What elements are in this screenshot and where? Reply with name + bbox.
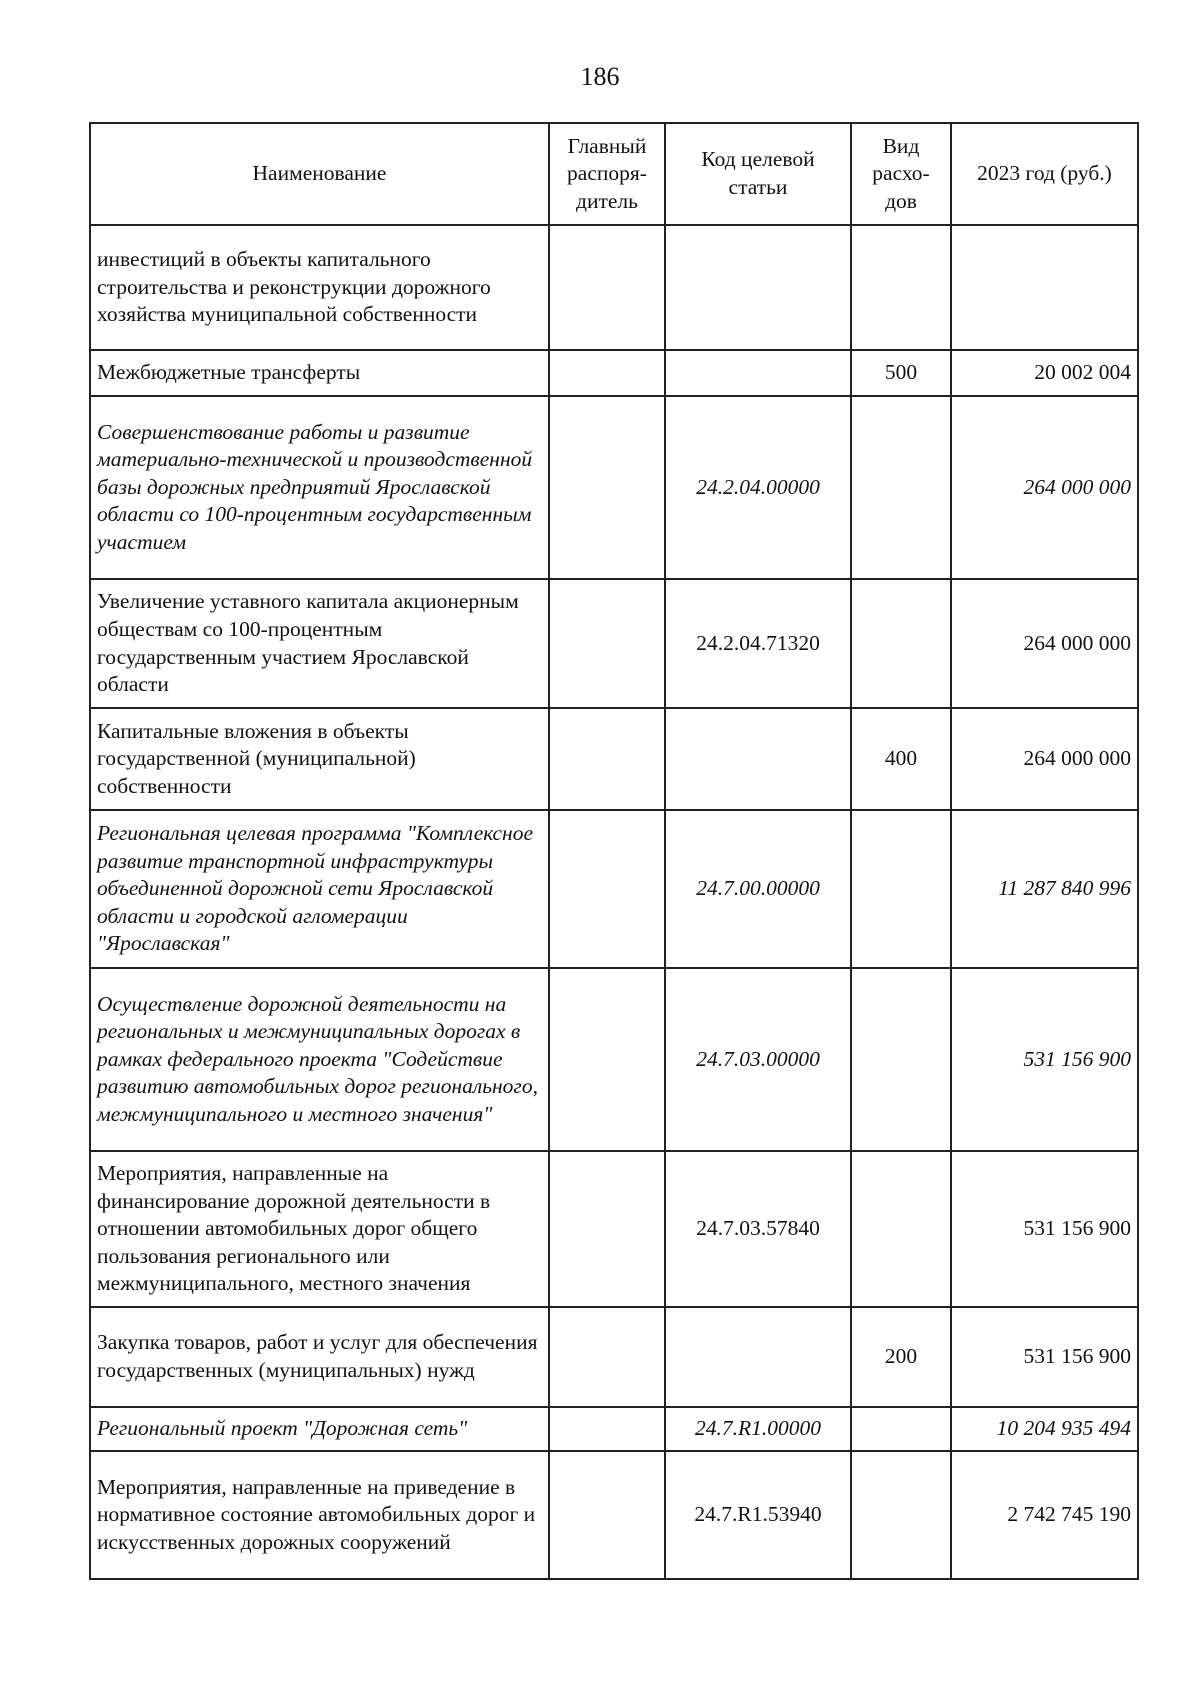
cell-name: Межбюджетные трансферты	[90, 350, 549, 396]
table-row	[90, 396, 1138, 579]
cell-vid	[851, 1451, 951, 1579]
cell-code: 24.7.00.00000	[665, 810, 851, 968]
cell-vid	[851, 579, 951, 708]
header-grbs: Главный распоря-дитель	[549, 123, 665, 225]
cell-grbs	[549, 1307, 665, 1407]
cell-name: Региональная целевая программа "Комплексное развитие транспортной инфраструктуры объединенной дорожной сети Ярославской области и городской агломерации "Ярославская"	[90, 810, 549, 968]
cell-vid: 200	[851, 1307, 951, 1407]
cell-grbs	[549, 579, 665, 708]
cell-code: 24.7.03.00000	[665, 968, 851, 1151]
cell-name: инвестиций в объекты капитального строительства и реконструкции дорожного хозяйства муниципальной собственности	[90, 225, 549, 350]
cell-name: Мероприятия, направленные на приведение в нормативное состояние автомобильных дорог и искусственных дорожных сооружений	[90, 1451, 549, 1579]
cell-sum: 531 156 900	[951, 1151, 1138, 1307]
cell-vid	[851, 1151, 951, 1307]
cell-grbs	[549, 1451, 665, 1579]
header-sum: 2023 год (руб.)	[951, 123, 1138, 225]
header-name: Наименование	[90, 123, 549, 225]
cell-code: 24.2.04.71320	[665, 579, 851, 708]
table-row	[90, 708, 1138, 810]
table-row	[90, 968, 1138, 1151]
table-row	[90, 1407, 1138, 1451]
cell-sum: 264 000 000	[951, 708, 1138, 810]
table-row	[90, 1151, 1138, 1307]
cell-sum: 531 156 900	[951, 968, 1138, 1151]
cell-grbs	[549, 396, 665, 579]
header-vid: Вид расхо-дов	[851, 123, 951, 225]
cell-sum: 2 742 745 190	[951, 1451, 1138, 1579]
cell-code: 24.7.03.57840	[665, 1151, 851, 1307]
cell-grbs	[549, 810, 665, 968]
cell-vid	[851, 1407, 951, 1451]
cell-grbs	[549, 350, 665, 396]
cell-vid: 400	[851, 708, 951, 810]
cell-name: Осуществление дорожной деятельности на региональных и межмуниципальных дорогах в рамках федерального проекта "Содействие развитию автомобильных дорог регионального, межмуниципального и местного значения"	[90, 968, 549, 1151]
cell-code: 24.7.R1.00000	[665, 1407, 851, 1451]
cell-name: Закупка товаров, работ и услуг для обеспечения государственных (муниципальных) нужд	[90, 1307, 549, 1407]
cell-name: Мероприятия, направленные на финансирование дорожной деятельности в отношении автомобильных дорог общего пользования регионального или межмуниципального, местного значения	[90, 1151, 549, 1307]
cell-code: 24.7.R1.53940	[665, 1451, 851, 1579]
table-header-row	[90, 123, 1138, 225]
cell-code	[665, 225, 851, 350]
cell-sum: 10 204 935 494	[951, 1407, 1138, 1451]
cell-name: Увеличение уставного капитала акционерным обществам со 100-процентным государственным участием Ярославской области	[90, 579, 549, 708]
budget-table	[89, 122, 1139, 1580]
table-row	[90, 810, 1138, 968]
cell-code	[665, 350, 851, 396]
cell-grbs	[549, 1151, 665, 1307]
cell-grbs	[549, 968, 665, 1151]
page-number: 186	[580, 62, 620, 91]
cell-vid	[851, 968, 951, 1151]
cell-sum: 264 000 000	[951, 579, 1138, 708]
table-row	[90, 225, 1138, 350]
cell-vid	[851, 810, 951, 968]
cell-sum: 531 156 900	[951, 1307, 1138, 1407]
cell-name: Региональный проект "Дорожная сеть"	[90, 1407, 549, 1451]
cell-sum: 11 287 840 996	[951, 810, 1138, 968]
cell-vid	[851, 396, 951, 579]
cell-sum	[951, 225, 1138, 350]
cell-grbs	[549, 1407, 665, 1451]
table-row	[90, 1451, 1138, 1579]
cell-grbs	[549, 708, 665, 810]
cell-code	[665, 1307, 851, 1407]
cell-sum: 20 002 004	[951, 350, 1138, 396]
table-row	[90, 350, 1138, 396]
cell-code: 24.2.04.00000	[665, 396, 851, 579]
cell-sum: 264 000 000	[951, 396, 1138, 579]
cell-grbs	[549, 225, 665, 350]
cell-name: Капитальные вложения в объекты государственной (муниципальной) собственности	[90, 708, 549, 810]
cell-name: Совершенствование работы и развитие материально-технической и производственной базы дорожных предприятий Ярославской области со 100-процентным государственным участием	[90, 396, 549, 579]
header-code: Код целевой статьи	[665, 123, 851, 225]
cell-vid	[851, 225, 951, 350]
table-row	[90, 579, 1138, 708]
table-row	[90, 1307, 1138, 1407]
cell-vid: 500	[851, 350, 951, 396]
cell-code	[665, 708, 851, 810]
